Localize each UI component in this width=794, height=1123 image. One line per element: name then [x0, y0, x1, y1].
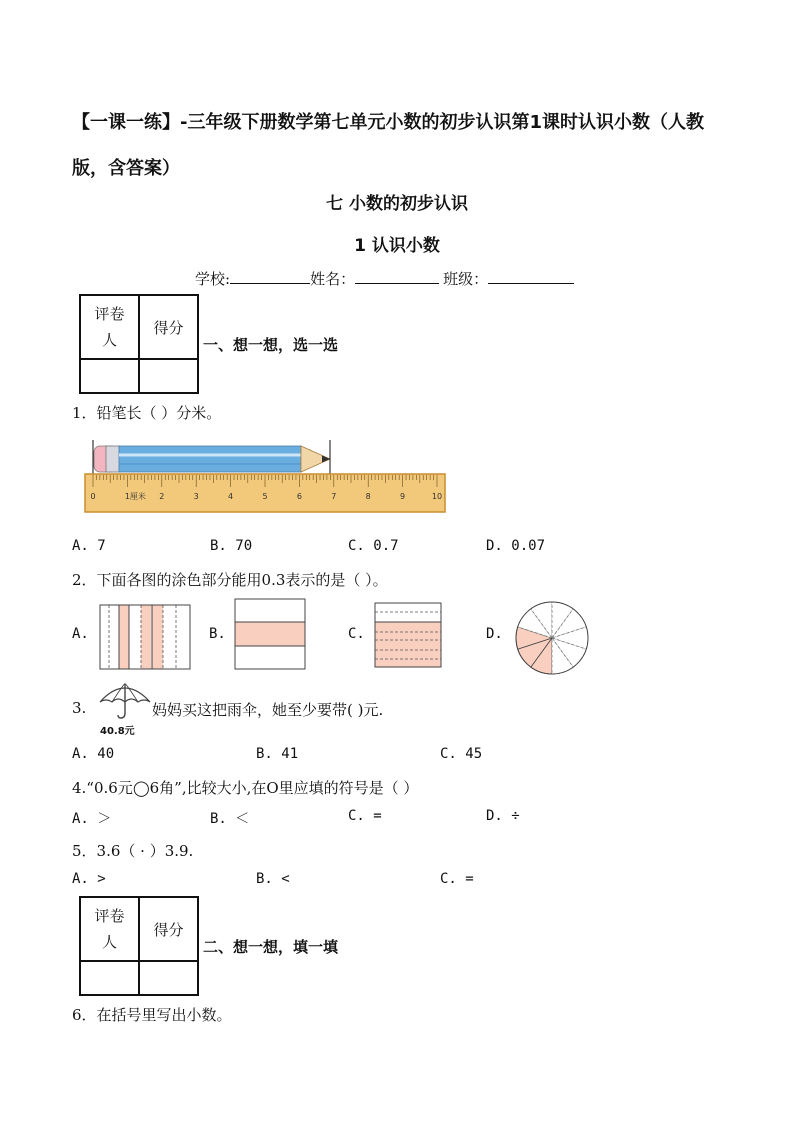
q5-option-b[interactable]: B. < — [256, 871, 290, 887]
ruler-label: 1厘米 — [124, 492, 146, 501]
section1-title: 一、想一想，选一选 — [203, 336, 339, 354]
q1-option-b[interactable]: B. 70 — [210, 538, 253, 554]
ruler-label: 4 — [228, 492, 234, 501]
question-5: 5．3.6（ · ）3.9. — [72, 842, 194, 860]
lesson-heading: 1 认识小数 — [354, 236, 440, 256]
ruler-label: 5 — [262, 492, 268, 501]
question-3-number: 3. — [72, 699, 87, 717]
pencil-ruler-image — [82, 438, 452, 516]
question-1: 1．铅笔长（ ）分米。 — [72, 404, 222, 422]
ruler-label: 8 — [365, 492, 371, 501]
score-table-1 — [79, 294, 199, 394]
q4-option-c[interactable]: C. = — [348, 808, 382, 824]
reviewer-input-cell-2[interactable] — [80, 961, 139, 995]
question-4: 4.“0.6元◯6角”,比较大小,在O里应填的符号是（ ） — [72, 779, 419, 797]
score-cell-2: 得分 — [139, 897, 198, 961]
q4-option-d[interactable]: D. ÷ — [486, 808, 520, 824]
name-label: 姓名： — [310, 270, 356, 288]
q2-figure-c — [374, 602, 442, 668]
q2-label-d[interactable]: D. — [486, 626, 503, 642]
school-blank[interactable] — [230, 269, 310, 284]
umbrella-icon — [96, 680, 154, 724]
q1-option-c[interactable]: C. 0.7 — [348, 538, 399, 554]
q5-option-c[interactable]: C. = — [440, 871, 474, 887]
section2-title: 二、想一想，填一填 — [203, 938, 339, 956]
chapter-heading: 七 小数的初步认识 — [326, 194, 468, 214]
q1-option-a[interactable]: A. 7 — [72, 538, 106, 554]
question-6: 6．在括号里写出小数。 — [72, 1006, 232, 1024]
q2-figure-a — [99, 604, 191, 670]
score-table-2 — [79, 896, 199, 996]
umbrella-price: 40.8元 — [100, 726, 135, 737]
q2-label-c[interactable]: C. — [348, 626, 365, 642]
name-blank[interactable] — [355, 269, 439, 284]
q5-option-a[interactable]: A. > — [72, 871, 106, 887]
reviewer-cell: 评卷 人 — [80, 295, 139, 359]
question-3: 妈妈买这把雨伞，她至少要带( )元. — [152, 701, 384, 719]
student-info-line — [195, 268, 574, 289]
class-label: 班级： — [443, 270, 489, 288]
q2-figure-d — [514, 600, 590, 676]
score-cell: 得分 — [139, 295, 198, 359]
q2-label-a[interactable]: A. — [72, 626, 89, 642]
ruler-label: 9 — [400, 492, 406, 501]
score-input-cell[interactable] — [139, 359, 198, 393]
ruler-label: 3 — [193, 492, 199, 501]
question-2: 2．下面各图的涂色部分能用0.3表示的是（ ）。 — [72, 571, 388, 589]
class-blank[interactable] — [488, 269, 574, 284]
q3-option-b[interactable]: B. 41 — [256, 746, 299, 762]
ruler-label: 2 — [159, 492, 165, 501]
ruler-label: 10 — [431, 492, 443, 501]
ruler-label: 7 — [331, 492, 337, 501]
q2-figure-b — [234, 598, 306, 670]
q3-option-c[interactable]: C. 45 — [440, 746, 483, 762]
q4-option-a[interactable]: A. ＞ — [72, 811, 112, 827]
q4-option-b[interactable]: B. ＜ — [210, 811, 250, 827]
reviewer-cell-2: 评卷 人 — [80, 897, 139, 961]
school-label: 学校: — [195, 270, 231, 288]
reviewer-input-cell[interactable] — [80, 359, 139, 393]
q3-option-a[interactable]: A. 40 — [72, 746, 115, 762]
q1-option-d[interactable]: D. 0.07 — [486, 538, 546, 554]
score-input-cell-2[interactable] — [139, 961, 198, 995]
document-title: 【一课一练】-三年级下册数学第七单元小数的初步认识第1课时认识小数（人教版，含答案） — [72, 112, 704, 179]
q2-label-b[interactable]: B. — [209, 626, 226, 642]
ruler-label: 0 — [90, 492, 96, 501]
pencil-icon — [94, 446, 330, 472]
ruler-label: 6 — [296, 492, 302, 501]
